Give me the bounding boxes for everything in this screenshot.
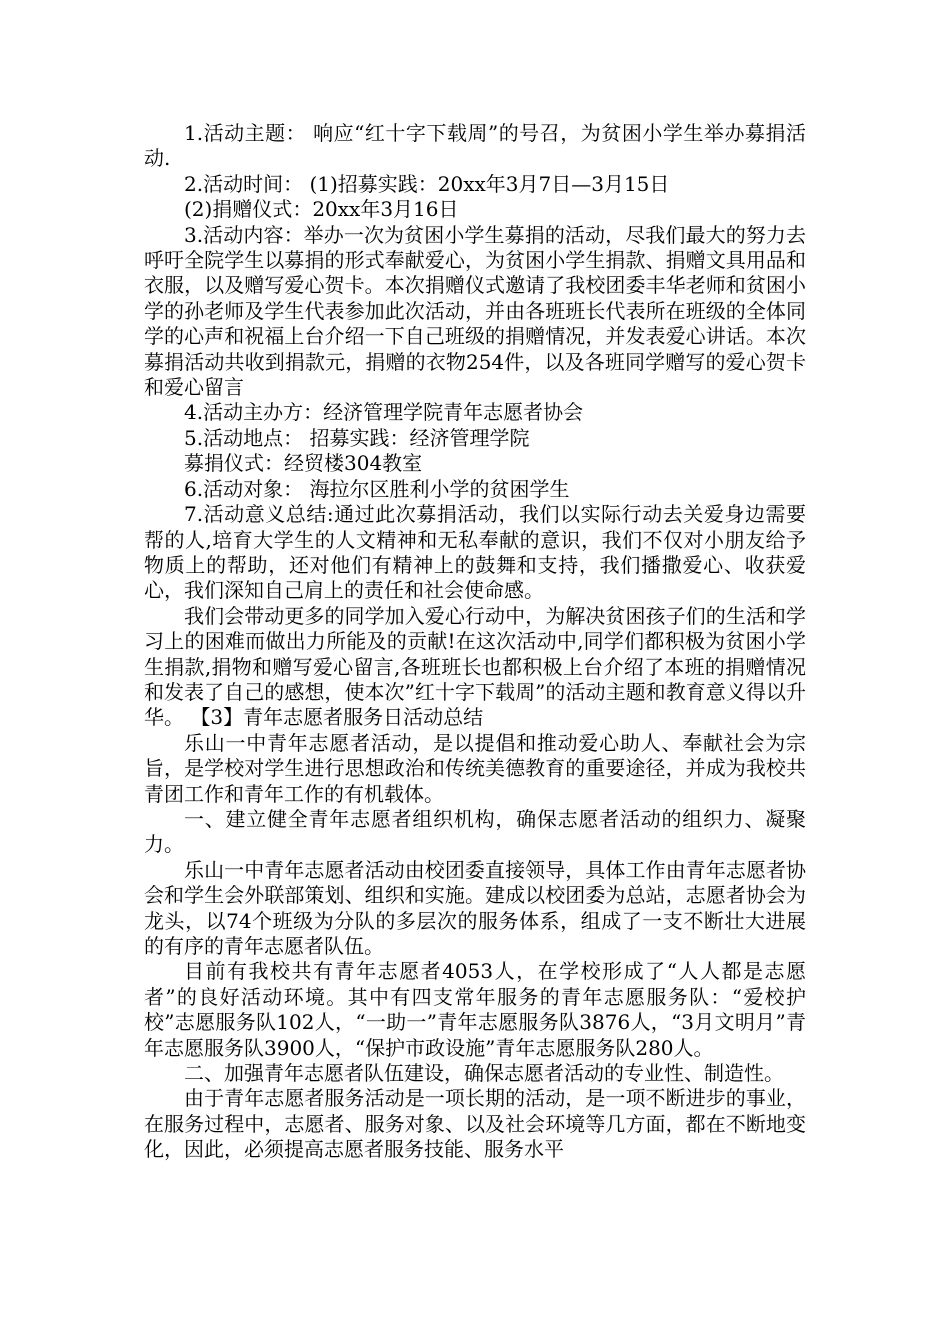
paragraph-target: 6.活动对象： 海拉尔区胜利小学的贫困学生 xyxy=(184,476,570,501)
paragraph-future-plan: 我们会带动更多的同学加入爱心行动中，为解决贫困孩子们的生活和学习上的困难而做出力所能及的贡献!在这次活动中,同学们都积极为贫困小学生捐款,捐物和赠写爱心留言,各班班长也都积极上台介绍了本班的捐赠情况和发表了自己的感想，使本次”红十字下载周”的活动主题和教育意义得以升华。 【3】青年志愿者服务日活动总结 xyxy=(144,603,806,730)
paragraph-organization: 乐山一中青年志愿者活动由校团委直接领导，具体工作由青年志愿者协会和学生会外联部策划、组织和实施。建成以校团委为总站，志愿者协会为龙头，以74个班级为分队的多层次的服务体系，组成了一支不断壮大进展的有序的青年志愿者队伍。 xyxy=(144,857,806,958)
paragraph-leshan-intro: 乐山一中青年志愿者活动，是以提倡和推动爱心助人、奉献社会为宗旨，是学校对学生进行思想政治和传统美德教育的重要途径，并成为我校共青团工作和青年工作的有机载体。 xyxy=(144,730,806,806)
paragraph-section-two-heading: 二、加强青年志愿者队伍建设，确保志愿者活动的专业性、制造性。 xyxy=(184,1061,784,1086)
paragraph-section-one-heading: 一、建立健全青年志愿者组织机构，确保志愿者活动的组织力、凝聚力。 xyxy=(144,806,806,857)
paragraph-volunteer-count: 目前有我校共有青年志愿者4053人，在学校形成了“人人都是志愿者”的良好活动环境。其中有四支常年服务的青年志愿服务队：“爱校护校”志愿服务队102人，“一助一”青年志愿服务队3876人，“3月文明月”青年志愿服务队3900人，“保护市政设施”青年志愿服务队280人。 xyxy=(144,959,806,1060)
paragraph-ceremony-location: 募捐仪式：经贸楼304教室 xyxy=(184,451,423,476)
document-body xyxy=(144,121,806,1163)
paragraph-skills: 由于青年志愿者服务活动是一项长期的活动，是一项不断进步的事业，在服务过程中，志愿者、服务对象、以及社会环境等几方面，都在不断地变化，因此，必须提高志愿者服务技能、服务水平 xyxy=(144,1086,806,1162)
paragraph-donation-ceremony-time: (2)捐赠仪式：20xx年3月16日 xyxy=(184,197,459,222)
paragraph-location: 5.活动地点： 招募实践：经济管理学院 xyxy=(184,425,530,450)
paragraph-activity-content: 3.活动内容：举办一次为贫困小学生募捐的活动，尽我们最大的努力去呼吁全院学生以募捐的形式奉献爱心，为贫困小学生捐款、捐赠文具用品和衣服，以及赠写爱心贺卡。本次捐赠仪式邀请了我校团委丰华老师和贫困小学的孙老师及学生代表参加此次活动，并由各班班长代表所在班级的全体同学的心声和祝福上台介绍一下自己班级的捐赠情况，并发表爱心讲话。本次募捐活动共收到捐款元，捐赠的衣物254件，以及各班同学赠写的爱心贺卡和爱心留言 xyxy=(144,222,806,400)
paragraph-activity-theme: 1.活动主题： 响应“红十字下载周”的号召，为贫困小学生举办募捐活动. xyxy=(144,121,806,171)
paragraph-organizer: 4.活动主办方：经济管理学院青年志愿者协会 xyxy=(184,400,584,425)
paragraph-summary: 7.活动意义总结:通过此次募捐活动，我们以实际行动去关爱身边需要帮的人,培育大学生的人文精神和无私奉献的意识，我们不仅对小朋友给予物质上的帮助，还对他们有精神上的鼓舞和支持，我们播撒爱心、收获爱心，我们深知自己肩上的责任和社会使命感。 xyxy=(144,502,806,603)
paragraph-activity-time: 2.活动时间： (1)招募实践：20xx年3月7日—3月15日 xyxy=(184,171,670,196)
